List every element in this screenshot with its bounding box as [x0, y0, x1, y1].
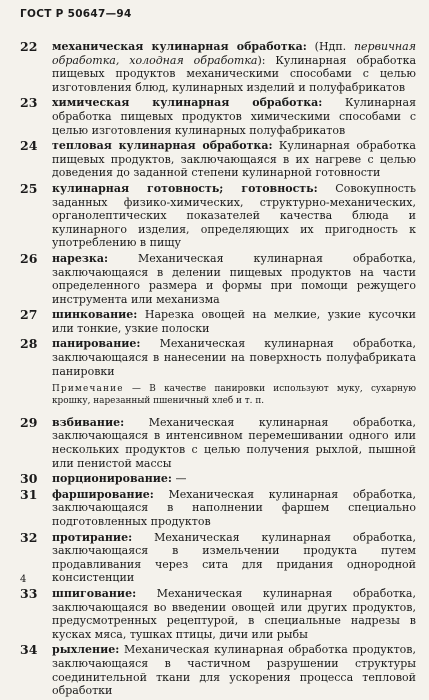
term-entry-24 [14, 139, 416, 180]
entry-number: 30 [20, 471, 38, 487]
term-entry-26 [14, 252, 416, 306]
term-entry-34 [14, 643, 416, 697]
note [14, 384, 416, 408]
term-definition: Механическая кулинарная обработка, заключающаяся в наполнении фаршем специально подготовленных продуктов [52, 487, 416, 528]
term-name: кулинарная готовность; готовность: [52, 181, 318, 195]
entry-number: 34 [20, 642, 38, 658]
term-entry-22 [14, 40, 416, 94]
entry-number: 22 [20, 39, 38, 54]
note-label: Примечание [52, 384, 124, 395]
term-definition: Кулинарная обработка пищевых продуктов химическими способами с целью изготовления кулинарных полуфабрикатов [52, 96, 417, 137]
note-text: — В качестве панировки используют муку, сухарную крошку, нарезанный пшеничный хлеб и т. п. [52, 384, 416, 407]
entry-number: 28 [20, 336, 38, 352]
term-entry-30 [14, 472, 416, 486]
entry-number: 32 [20, 529, 38, 545]
term-definition: Кулинарная обработка пищевых продуктов, заключающаяся в их нагреве с целью доведения до заданной степени кулинарной готовности [52, 139, 416, 180]
term-entry-29 [14, 416, 416, 470]
entry-number: 24 [20, 138, 38, 154]
term-name: протирание: [52, 530, 133, 544]
entry-number: 25 [20, 180, 38, 196]
term-name: тепловая кулинарная обработка: [52, 139, 273, 153]
term-definition: Механическая кулинарная обработка, заключающаяся в нанесении на поверхность полуфабриката панировки [52, 337, 416, 378]
term-entry-31 [14, 488, 416, 529]
term-definition: Нарезка овощей на мелкие, узкие кусочки или тонкие, узкие полоски [52, 308, 416, 335]
entry-number: 29 [20, 414, 38, 430]
term-name: панирование: [52, 337, 141, 351]
term-entry-32 [14, 531, 416, 585]
term-name: фарширование: [52, 487, 154, 501]
term-definition: Механическая кулинарная обработка, заключающаяся в делении пищевых продуктов на части определенного размера и формы при помощи режущего инструмента или механизма [52, 251, 416, 306]
page-number: 4 [20, 574, 27, 585]
entry-number: 33 [20, 585, 38, 601]
term-name: рыхление: [52, 643, 120, 657]
term-entry-25 [14, 182, 416, 250]
term-name: шинкование: [52, 308, 138, 322]
term-definition: Механическая кулинарная обработка, заключающаяся в интенсивном перемешивании одного или нескольких продуктов с целью получения рыхлой, пышной или пенистой массы [52, 415, 416, 470]
term-entry-23 [14, 96, 416, 137]
entry-number: 26 [20, 250, 38, 266]
term-name: порционирование: [52, 472, 172, 486]
term-definition: Механическая кулинарная обработка продуктов, заключающаяся в частичном разрушении структуры соединительной ткани для ускорения процесса тепловой обработки [52, 643, 416, 698]
entry-number: 31 [20, 486, 38, 502]
term-entry-33 [14, 587, 416, 641]
term-definition: — [171, 472, 187, 486]
deprecated-synonyms: первичная обработка, холодная обработка [52, 40, 417, 67]
entry-number: 27 [20, 307, 38, 323]
entry-number: 23 [20, 95, 38, 111]
terms-list [14, 40, 416, 700]
term-entry-28 [14, 337, 416, 378]
term-name: взбивание: [52, 415, 125, 429]
term-definition: Кулинарная обработка пищевых продуктов механическими способами с целью изготовления блюд, кулинарных изделий и полуфабрикатов [52, 53, 417, 94]
term-name: химическая кулинарная обработка: [52, 96, 323, 110]
term-name: нарезка: [52, 251, 109, 265]
deprecated-close: ): [257, 53, 276, 67]
term-name: механическая кулинарная обработка: [52, 40, 307, 53]
standard-header: ГОСТ Р 50647—94 [20, 8, 132, 20]
deprecated-prefix: (Ндп. [306, 40, 354, 53]
term-entry-27 [14, 308, 416, 335]
term-name: шпигование: [52, 586, 137, 600]
term-definition: Механическая кулинарная обработка, заключающаяся в измельчении продукта путем продавливания через сита для придания однородной консистенции [52, 530, 416, 585]
term-definition: Механическая кулинарная обработка, заключающаяся во введении овощей или других продуктов, предусмотренных рецептурой, в специальные надрезы в кусках мяса, тушках птицы, дичи или рыбы [52, 586, 416, 641]
term-definition: Совокупность заданных физико-химических, структурно-механических, органолептических показателей качества блюда и кулинарного изделия, определяющих их пригодность к употреблению в пищу [52, 181, 417, 250]
